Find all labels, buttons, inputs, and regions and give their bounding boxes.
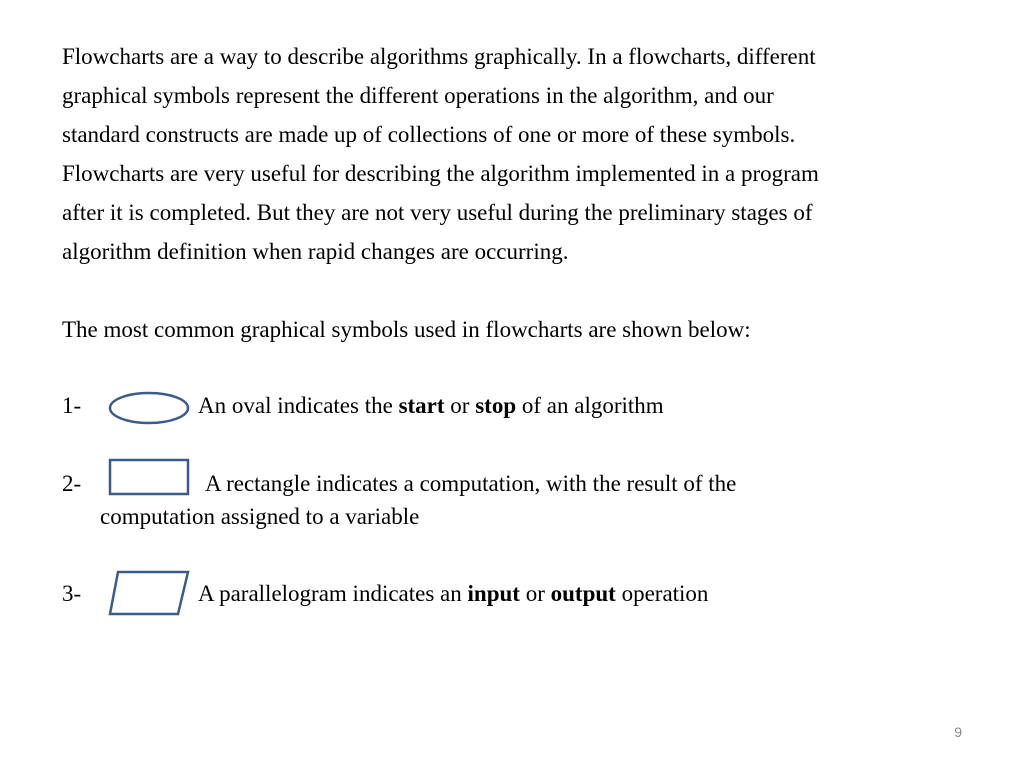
parallelogram-text-output: output (550, 581, 616, 606)
oval-text-stop: stop (475, 393, 517, 418)
intro-line-5: after it is completed. But they are not very useful during the preliminary stages of (62, 200, 813, 225)
parallelogram-text-or: or (519, 581, 551, 606)
oval-icon (108, 391, 190, 425)
item-number: 3- (62, 581, 82, 606)
rectangle-description-line-1: A rectangle indicates a computation, with the result of the (205, 471, 737, 496)
page-number: 9 (954, 724, 962, 740)
parallelogram-text-before: A parallelogram indicates an (198, 581, 468, 606)
oval-description (198, 393, 664, 419)
item-number: 2- (62, 471, 82, 496)
rectangle-icon (108, 458, 190, 496)
symbols-intro-paragraph (62, 310, 982, 349)
intro-line-6: algorithm definition when rapid changes are occurring. (62, 239, 569, 264)
rectangle-description-line-2: computation assigned to a variable (100, 504, 420, 529)
oval-text-after: of an algorithm (516, 393, 664, 418)
parallelogram-text-after: operation (615, 581, 709, 606)
oval-text-before: An oval indicates the (198, 393, 399, 418)
parallelogram-icon (108, 570, 190, 616)
intro-line-3: standard constructs are made up of collections of one or more of these symbols. (62, 122, 796, 147)
intro-line-4: Flowcharts are very useful for describing the algorithm implemented in a program (62, 161, 819, 186)
intro-line-2: graphical symbols represent the different operations in the algorithm, and our (62, 83, 774, 108)
oval-text-start: start (398, 393, 445, 418)
parallelogram-description (198, 581, 708, 607)
item-number: 1- (62, 393, 82, 418)
intro-paragraph (62, 37, 982, 271)
intro-line-1: Flowcharts are a way to describe algorithms graphically. In a flowcharts, different (62, 44, 816, 69)
parallelogram-text-input: input (467, 581, 520, 606)
symbols-intro-text: The most common graphical symbols used in flowcharts are shown below: (62, 317, 751, 342)
oval-text-or: or (444, 393, 476, 418)
